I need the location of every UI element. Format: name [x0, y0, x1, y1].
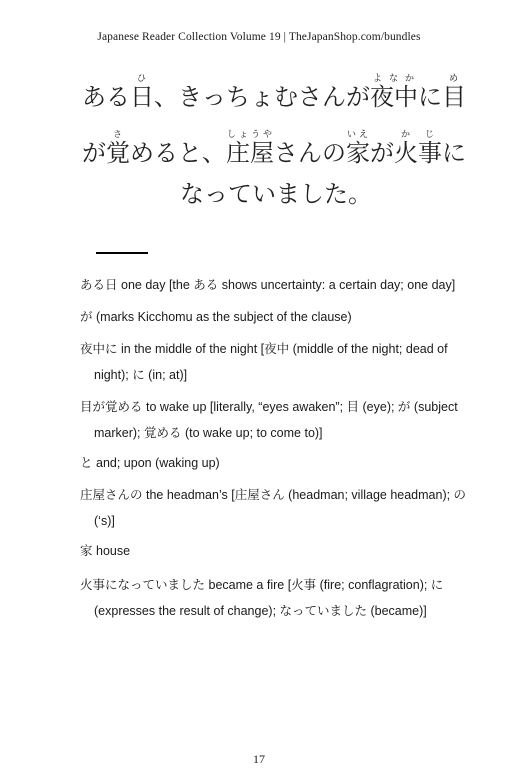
furigana-word: 庄屋しょうや	[226, 130, 274, 167]
glossary-entry	[80, 450, 480, 476]
passage-text: に	[442, 139, 466, 167]
furigana-reading: かじ	[394, 130, 442, 140]
glossary-entry	[80, 272, 480, 298]
glossary-term: 庄屋さんの	[80, 487, 143, 502]
glossary-term: が	[80, 309, 93, 324]
page-number: 17	[253, 752, 265, 766]
glossary-term: と	[80, 455, 93, 470]
glossary-entry	[80, 394, 480, 446]
passage-text: が	[82, 139, 106, 167]
glossary-definition: in the middle of the night [夜中 (middle of the night; dead of night); に (in; at)]	[94, 342, 448, 382]
glossary	[80, 272, 480, 624]
page-header: Japanese Reader Collection Volume 19 | TheJapanShop.com/bundles	[97, 31, 421, 43]
passage-text: 、きっちょむさんが	[154, 83, 370, 111]
furigana-reading: いえ	[346, 130, 370, 140]
glossary-term: 家	[80, 543, 93, 558]
passage-text: めると、	[130, 139, 226, 167]
passage-line-2	[82, 130, 466, 168]
glossary-term: 夜中に	[80, 341, 118, 356]
glossary-term: 目が覚める	[80, 399, 143, 414]
furigana-reading: よなか	[370, 74, 418, 84]
furigana-reading: め	[442, 74, 466, 84]
glossary-definition: house	[92, 544, 131, 558]
passage-line-1	[82, 74, 466, 112]
furigana-reading: しょうや	[226, 130, 274, 140]
passage-text: が	[370, 139, 394, 167]
glossary-definition: became a fire [火事 (fire; conflagration); に (expresses the result of change); なっていました (became)]	[94, 578, 444, 618]
glossary-term: ある日	[80, 277, 118, 292]
furigana-word: 目め	[442, 74, 466, 111]
glossary-entry	[80, 538, 480, 564]
furigana-word: 覚さ	[106, 130, 130, 167]
furigana-word: 夜中よなか	[370, 74, 418, 111]
furigana-word: 家いえ	[346, 130, 370, 167]
glossary-entry	[80, 572, 480, 624]
furigana-word: 日ひ	[130, 74, 154, 111]
passage-text: さんの	[274, 139, 346, 167]
glossary-entry	[80, 304, 480, 330]
glossary-definition: one day [the ある shows uncertainty: a certain day; one day]	[117, 278, 456, 292]
glossary-definition: and; upon (waking up)	[92, 456, 220, 470]
passage-line-3: なっていました。	[180, 180, 372, 208]
furigana-reading: ひ	[130, 74, 154, 84]
passage-text: ある	[82, 83, 130, 111]
glossary-definition: (marks Kicchomu as the subject of the clause)	[92, 310, 352, 324]
glossary-entry	[80, 482, 480, 534]
furigana-word: 火事かじ	[394, 130, 442, 167]
glossary-definition: the headman’s [庄屋さん (headman; village headman); の (‘s)]	[94, 488, 467, 528]
passage-text: に	[418, 83, 442, 111]
glossary-definition: to wake up [literally, “eyes awaken”; 目 (eye); が (subject marker); 覚める (to wake up; to come to)]	[94, 400, 458, 440]
glossary-term: 火事になっていました	[80, 577, 206, 592]
furigana-reading: さ	[106, 130, 130, 140]
section-divider	[96, 252, 148, 254]
glossary-entry	[80, 336, 480, 388]
